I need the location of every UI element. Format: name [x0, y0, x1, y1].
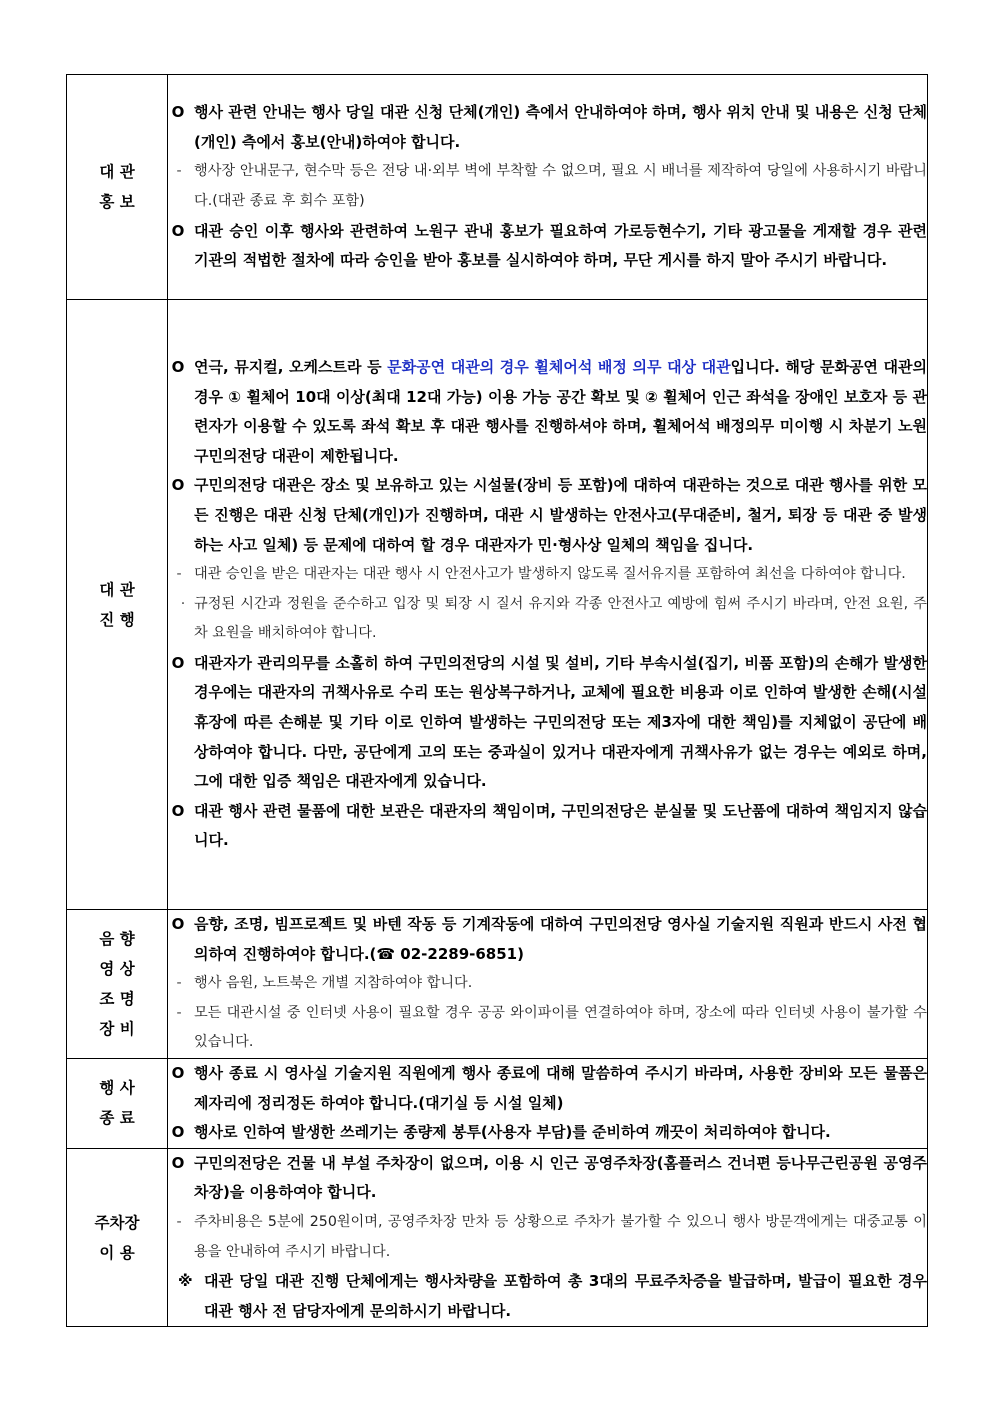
circle-bullet: O — [171, 653, 185, 672]
circle-bullet: O — [171, 221, 185, 240]
section-content-closing — [168, 1058, 928, 1148]
sub-item: - 주차비용은 5분에 250원이며, 공영주차장 만차 등 상황으로 주차가 불가할 수 있으니 행사 방문객에게는 대중교통 이용을 안내하여 주시기 바랍니다. — [168, 1208, 927, 1267]
section-closing — [67, 1058, 928, 1148]
sub-item: - 대관 승인을 받은 대관자는 대관 행사 시 안전사고가 발생하지 않도록 질서유지를 포함하여 최선을 다하여야 합니다. — [168, 560, 927, 590]
section-content-parking — [168, 1148, 928, 1327]
dash-bullet: - — [176, 1004, 182, 1021]
section-label-parking: 주차장 이 용 — [67, 1148, 168, 1327]
circle-bullet: O — [171, 915, 185, 933]
section-content-promo — [168, 75, 928, 300]
section-proceed — [67, 300, 928, 910]
section-label-closing: 행 사 종 료 — [67, 1058, 168, 1148]
list-item: O 구민의전당은 건물 내 부설 주차장이 없으며, 이용 시 인근 공영주차장(홈플러스 건너편 등나무근린공원 공영주차장)을 이용하여야 합니다. — [168, 1149, 927, 1208]
section-content-equipment — [168, 910, 928, 1059]
rental-guide-table — [66, 74, 928, 1327]
section-content-proceed — [168, 300, 928, 910]
list-item: O 음향, 조명, 빔프로젝트 및 바텐 작동 등 기계작동에 대하여 구민의전당 영사실 기술지원 직원과 반드시 사전 협의하여 진행하여야 합니다.(☎ 02-2289-6851) — [168, 910, 927, 969]
list-item: O 연극, 뮤지컬, 오케스트라 등 문화공연 대관의 경우 휠체어석 배정 의무 대상 대관입니다. 해당 문화공연 대관의 경우 ① 휠체어 10대 이상(최대 12대 가능) 이용 가능 공간 확보 및 ② 휠체어 인근 좌석을 장애인 보호자 등 관련자가 이용할 수 있도록 좌석 확보 후 대관 행사를 진행하셔야 하며, 휠체어석 배정의무 미이행 시 차분기 노원구민의전당 대관이 제한됩니다. — [168, 353, 927, 471]
list-item: O 행사 종료 시 영사실 기술지원 직원에게 행사 종료에 대해 말씀하여 주시기 바라며, 사용한 장비와 모든 물품은 제자리에 정리정돈 하여야 합니다.(대기실 등 시설 일체) — [168, 1059, 927, 1118]
dash-bullet: - — [176, 163, 182, 180]
list-item: O 행사로 인하여 발생한 쓰레기는 종량제 봉투(사용자 부담)를 준비하여 깨끗이 처리하여야 합니다. — [168, 1118, 927, 1148]
section-parking — [67, 1148, 928, 1327]
section-equipment — [67, 910, 928, 1059]
sub-item: - 행사 음원, 노트북은 개별 지참하여야 합니다. — [168, 969, 927, 999]
parking-note: ※ 대관 당일 대관 진행 단체에게는 행사차량을 포함하여 총 3대의 무료주차증을 발급하며, 발급이 필요한 경우 대관 행사 전 담당자에게 문의하시기 바랍니다. — [168, 1267, 927, 1326]
list-item: O 행사 관련 안내는 행사 당일 대관 신청 단체(개인) 측에서 안내하여야 하며, 행사 위치 안내 및 내용은 신청 단체(개인) 측에서 홍보(안내)하여야 합니다. — [168, 98, 927, 157]
circle-bullet: O — [171, 1063, 185, 1082]
wheelchair-notice-highlight: 문화공연 대관의 경우 휠체어석 배정 의무 대상 대관 — [387, 357, 731, 376]
section-promo — [67, 75, 928, 300]
dash-bullet: - — [176, 975, 182, 992]
circle-bullet: O — [171, 801, 185, 820]
dot-bullet: · — [180, 595, 186, 612]
circle-bullet: O — [171, 1123, 185, 1142]
sub-item: - 행사장 안내문구, 현수막 등은 전당 내·외부 벽에 부착할 수 없으며, 필요 시 배너를 제작하여 당일에 사용하시기 바랍니다.(대관 종료 후 회수 포함) — [168, 157, 927, 216]
dash-bullet: - — [176, 1213, 182, 1230]
section-label-proceed: 대 관 진 행 — [67, 300, 168, 910]
list-item: O 대관자가 관리의무를 소홀히 하여 구민의전당의 시설 및 설비, 기타 부속시설(집기, 비품 포함)의 손해가 발생한 경우에는 대관자의 귀책사유로 수리 또는 원상복구하거나, 교체에 필요한 비용과 이로 인하여 발생한 손해(시설 휴장에 따른 손해분 및 기타 이로 인하여 발생하는 구민의전당 또는 제3자에 대한 책임)를 지체없이 공단에 배상하여야 합니다. 다만, 공단에게 고의 또는 중과실이 있거나 대관자에게 귀책사유가 없는 경우는 예외로 하며, 그에 대한 입증 책임은 대관자에게 있습니다. — [168, 649, 927, 797]
reference-mark: ※ — [178, 1272, 193, 1291]
sub-item: - 모든 대관시설 중 인터넷 사용이 필요할 경우 공공 와이파이를 연결하여야 하며, 장소에 따라 인터넷 사용이 불가할 수 있습니다. — [168, 999, 927, 1058]
section-label-promo: 대 관 홍 보 — [67, 75, 168, 300]
list-item: O 대관 행사 관련 물품에 대한 보관은 대관자의 책임이며, 구민의전당은 분실물 및 도난품에 대하여 책임지지 않습니다. — [168, 797, 927, 856]
circle-bullet: O — [171, 1153, 185, 1172]
circle-bullet: O — [171, 476, 185, 495]
circle-bullet: O — [171, 357, 185, 376]
list-item: O 구민의전당 대관은 장소 및 보유하고 있는 시설물(장비 등 포함)에 대하여 대관하는 것으로 대관 행사를 위한 모든 진행은 대관 신청 단체(개인)가 진행하며, 대관 시 발생하는 안전사고(무대준비, 철거, 퇴장 등 대관 중 발생하는 사고 일체) 등 문제에 대하여 할 경우 대관자가 민·형사상 일체의 책임을 집니다. — [168, 471, 927, 560]
list-item: O 대관 승인 이후 행사와 관련하여 노원구 관내 홍보가 필요하여 가로등현수기, 기타 광고물을 게재할 경우 관련 기관의 적법한 절차에 따라 승인을 받아 홍보를 실시하여야 하며, 무단 게시를 하지 말아 주시기 바랍니다. — [168, 217, 927, 276]
section-label-equipment: 음 향 영 상 조 명 장 비 — [67, 910, 168, 1059]
sub-item: · 규정된 시간과 정원을 준수하고 입장 및 퇴장 시 질서 유지와 각종 안전사고 예방에 힘써 주시기 바라며, 안전 요원, 주차 요원을 배치하여야 합니다. — [168, 590, 927, 649]
circle-bullet: O — [171, 103, 185, 122]
dash-bullet: - — [176, 566, 182, 583]
